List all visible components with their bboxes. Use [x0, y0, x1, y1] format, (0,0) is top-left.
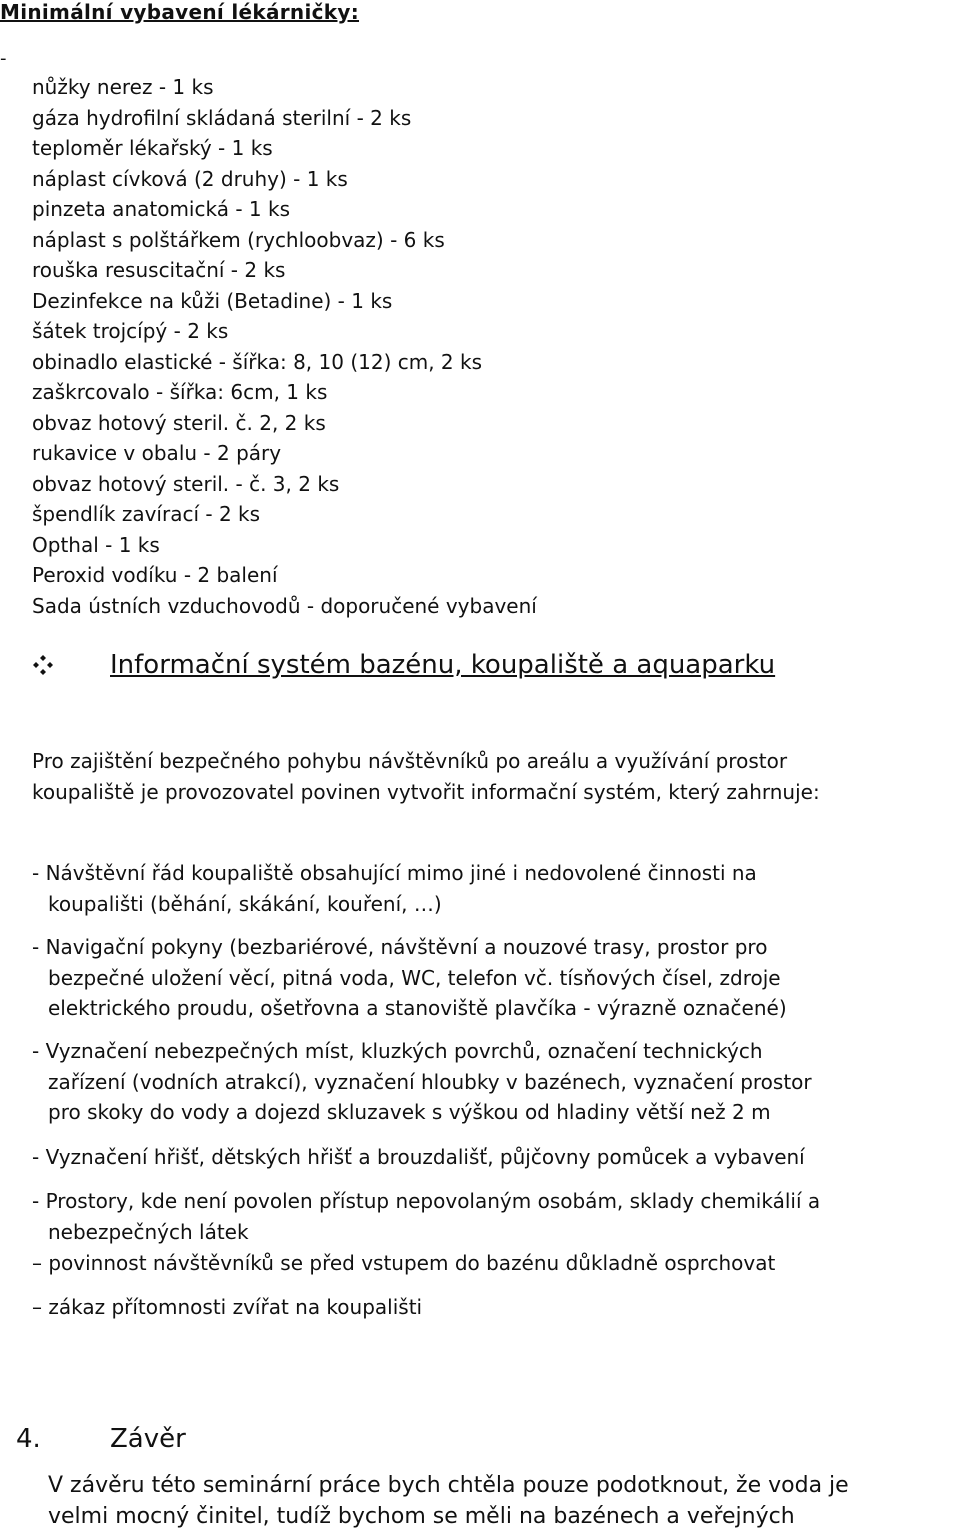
kit-list-item: náplast s polštářkem (rychloobvaz) - 6 ks: [32, 227, 445, 252]
diamond-bullet-icon: [30, 652, 56, 678]
page-heading: Minimální vybavení lékárničky:: [0, 0, 360, 24]
kit-list-item: rouška resuscitační - 2 ks: [32, 258, 286, 282]
section-number: 4.: [16, 1424, 41, 1454]
first-aid-kit-list: [32, 72, 537, 621]
section-intro: [32, 746, 820, 808]
kit-list-item: rukavice v obalu - 2 páry: [32, 441, 282, 465]
kit-list-item: Sada ústních vzduchovodů - doporučené vybavení: [32, 593, 537, 618]
kit-list-item: šátek trojcípý - 2 ks: [32, 319, 229, 343]
info-system-item: [32, 1292, 954, 1323]
info-system-item: [32, 1036, 954, 1128]
item-line: - Vyznačení nebezpečných míst, kluzkých povrchů, označení technických: [32, 1039, 763, 1063]
kit-list-item: obvaz hotový steril. - č. 3, 2 ks: [32, 471, 340, 496]
item-line: - Návštěvní řád koupaliště obsahující mimo jiné i nedovolené činnosti na: [32, 861, 757, 885]
item-line: pro skoky do vody a dojezd skluzavek s výškou od hladiny větší než 2 m: [48, 1100, 771, 1124]
kit-list-item: špendlík zavírací - 2 ks: [32, 502, 261, 526]
info-system-item: [32, 1186, 954, 1247]
kit-list-item: pinzeta anatomická - 1 ks: [32, 197, 290, 221]
kit-list-item: teploměr lékařský - 1 ks: [32, 136, 273, 160]
conclusion-title: Závěr: [110, 1424, 186, 1454]
item-line: bezpečné uložení věcí, pitná voda, WC, telefon vč. tísňových čísel, zdroje: [48, 965, 781, 990]
item-line: nebezpečných látek: [48, 1219, 249, 1244]
kit-list-item: Peroxid vodíku - 2 balení: [32, 563, 278, 587]
conclusion-line: velmi mocný činitel, tudíž bychom se měli na bazénech a veřejných: [48, 1504, 795, 1529]
kit-list-item: náplast cívková (2 druhy) - 1 ks: [32, 166, 348, 191]
item-line: koupališti (běhání, skákání, kouření, …): [48, 891, 442, 916]
conclusion-line: V závěru této seminární práce bych chtěla pouze podotknout, že voda je: [48, 1473, 849, 1498]
section-title: Informační systém bazénu, koupaliště a aquaparku: [110, 650, 776, 680]
intro-line: Pro zajištění bezpečného pohybu návštěvníků po areálu a využívání prostor: [32, 749, 788, 773]
conclusion-text: [48, 1470, 849, 1532]
dash-marker: -: [0, 48, 7, 69]
item-line: – povinnost návštěvníků se před vstupem do bazénu důkladně osprchovat: [32, 1251, 776, 1275]
kit-list-item: obvaz hotový steril. č. 2, 2 ks: [32, 410, 326, 435]
intro-line: koupaliště je provozovatel povinen vytvořit informační systém, který zahrnuje:: [32, 780, 820, 804]
item-line: – zákaz přítomnosti zvířat na koupališti: [32, 1295, 423, 1319]
info-system-item: [32, 1142, 954, 1173]
item-line: - Navigační pokyny (bezbariérové, návštěvní a nouzové trasy, prostor pro: [32, 935, 768, 959]
kit-list-item: Dezinfekce na kůži (Betadine) - 1 ks: [32, 288, 393, 313]
info-system-item: [32, 858, 954, 919]
info-system-item: [32, 1248, 954, 1279]
item-line: - Vyznačení hřišť, dětských hřišť a brouzdališť, půjčovny pomůcek a vybavení: [32, 1145, 805, 1169]
kit-list-item: gáza hydrofilní skládaná sterilní - 2 ks: [32, 105, 412, 130]
item-line: zařízení (vodních atrakcí), vyznačení hloubky v bazénech, vyznačení prostor: [48, 1069, 812, 1094]
kit-list-item: nůžky nerez - 1 ks: [32, 75, 214, 99]
item-line: elektrického proudu, ošetřovna a stanoviště plavčíka - výrazně označené): [48, 996, 787, 1020]
item-line: - Prostory, kde není povolen přístup nepovolaným osobám, sklady chemikálií a: [32, 1189, 821, 1213]
info-system-item: [32, 932, 954, 1024]
kit-list-item: Opthal - 1 ks: [32, 532, 160, 557]
kit-list-item: zaškrcovalo - šířka: 6cm, 1 ks: [32, 380, 328, 404]
kit-list-item: obinadlo elastické - šířka: 8, 10 (12) cm, 2 ks: [32, 349, 483, 374]
